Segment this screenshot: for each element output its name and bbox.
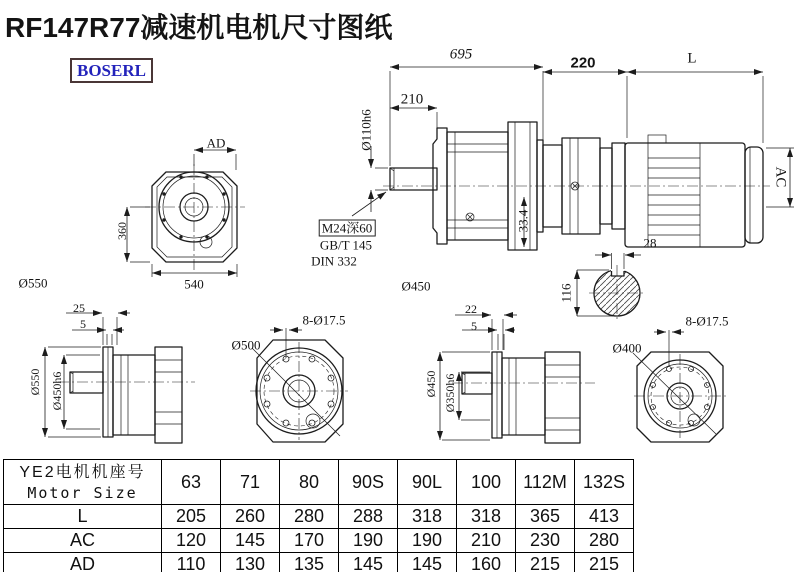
dimension-value-cell: 215	[575, 553, 634, 572]
side-view-flange-large	[45, 313, 195, 443]
dimension-value-cell: 190	[398, 529, 457, 553]
dim-label: 25	[73, 301, 85, 315]
dim-label: Ø550	[18, 275, 48, 291]
dim-label: Ø500	[231, 337, 261, 353]
dim-label: DIN 332	[311, 253, 357, 269]
dim-label: 33.4	[515, 209, 531, 233]
dim-label: 5	[80, 317, 86, 331]
table-header-cn: YE2电机机座号	[19, 463, 146, 481]
dim-label: Ø450	[401, 278, 431, 294]
dim-label: 540	[184, 276, 204, 292]
dimension-value-cell: 288	[339, 505, 398, 529]
table-row	[4, 529, 634, 553]
dim-label: 210	[400, 91, 424, 108]
dimension-value-cell: 260	[221, 505, 280, 529]
dimension-value-cell: 135	[280, 553, 339, 572]
flange-face-small	[633, 330, 726, 442]
dimension-value-cell: 120	[162, 529, 221, 553]
table-header-en: Motor Size	[27, 483, 138, 502]
dimension-value-cell: 230	[516, 529, 575, 553]
dim-label: L	[687, 50, 697, 67]
dim-label: Ø550	[28, 368, 42, 396]
flange-face-large	[250, 328, 348, 442]
dimension-value-cell: 318	[457, 505, 516, 529]
dimension-value-cell: 110	[162, 553, 221, 572]
table-row	[4, 553, 634, 572]
dim-label: 695	[449, 46, 473, 63]
dimension-value-cell: 145	[221, 529, 280, 553]
dimension-value-cell: 170	[280, 529, 339, 553]
dimension-value-cell: 205	[162, 505, 221, 529]
dim-label: 360	[115, 222, 129, 240]
dim-label: 220	[570, 54, 596, 72]
dimension-value-cell: 210	[457, 529, 516, 553]
dimension-value-cell: 413	[575, 505, 634, 529]
side-view-flange-small	[440, 315, 595, 443]
dimension-value-cell: 215	[516, 553, 575, 572]
size-table	[3, 459, 634, 572]
dimension-value-cell: 145	[339, 553, 398, 572]
dimension-name-cell: AD	[4, 553, 162, 572]
side-view-assembly	[352, 67, 794, 250]
frame-size-column-header: 71	[221, 460, 280, 505]
dim-label: GB/T 145	[319, 237, 373, 253]
table-row	[4, 505, 634, 529]
frame-size-column-header: 112M	[516, 460, 575, 505]
dim-label: 8-Ø17.5	[302, 312, 346, 328]
dimension-value-cell: 280	[575, 529, 634, 553]
frame-size-column-header: 100	[457, 460, 516, 505]
dim-label: 28	[643, 235, 657, 251]
dim-label: Ø350h6	[443, 373, 457, 413]
dim-label: Ø450h6	[50, 371, 64, 411]
dimension-value-cell: 160	[457, 553, 516, 572]
dim-label: Ø450	[424, 370, 438, 398]
frame-size-column-header: 132S	[575, 460, 634, 505]
dim-label: 8-Ø17.5	[685, 313, 729, 329]
dim-label: 22	[465, 302, 477, 316]
dim-label: AC	[772, 166, 789, 188]
dim-label: Ø400	[612, 340, 642, 356]
dim-label: 116	[558, 283, 574, 303]
frame-size-column-header: 80	[280, 460, 339, 505]
dim-label: 5	[471, 319, 477, 333]
frame-size-column-header: 90S	[339, 460, 398, 505]
dimension-value-cell: 280	[280, 505, 339, 529]
dim-label: M24深60	[319, 220, 376, 237]
dimension-value-cell: 130	[221, 553, 280, 572]
shaft-cross-section	[577, 253, 645, 321]
dimension-name-cell: L	[4, 505, 162, 529]
dimension-value-cell: 190	[339, 529, 398, 553]
dimension-value-cell: 145	[398, 553, 457, 572]
frame-size-column-header: 63	[162, 460, 221, 505]
dim-label: Ø110h6	[358, 109, 374, 151]
dimension-value-cell: 365	[516, 505, 575, 529]
frame-size-column-header: 90L	[398, 460, 457, 505]
page-title: RF147R77减速机电机尺寸图纸	[5, 12, 393, 43]
dim-label: AD	[206, 135, 226, 151]
motor-size-header-cell	[4, 460, 162, 505]
brand-logo: BOSERL	[70, 58, 153, 83]
front-view-gearbox	[127, 150, 245, 277]
technical-drawing	[0, 40, 800, 455]
dimension-name-cell: AC	[4, 529, 162, 553]
dimension-value-cell: 318	[398, 505, 457, 529]
